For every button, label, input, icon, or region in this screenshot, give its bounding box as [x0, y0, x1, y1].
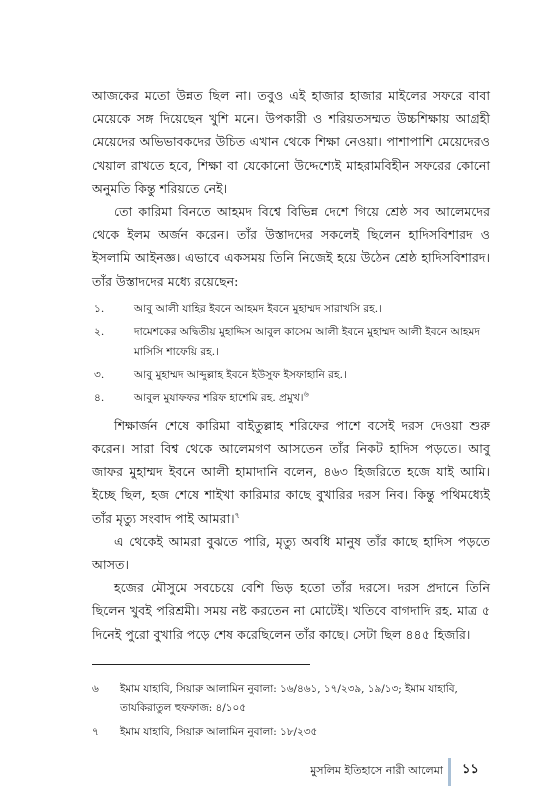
footnote-ref-6[interactable]: ৬	[303, 389, 309, 399]
page-number: ১১	[462, 762, 479, 777]
list-item	[92, 388, 490, 408]
list-text: আবু মুহাম্মদ আব্দুল্লাহ ইবনে ইউসুফ ইসফাহানি রহ.।	[134, 368, 347, 381]
body-text	[92, 84, 490, 646]
page-footer	[270, 760, 543, 782]
paragraph-2: তো কারিমা বিনতে আহমদ বিশ্বে বিভিন্ন দেশে গিয়ে শ্রেষ্ঠ সব আলেমদের থেকে ইলম অর্জন করেন। তাঁর উস্তাদদের সকলেই ছিলেন হাদিসবিশারদ ও ইসলামি আইনজ্ঞ। এভাবে একসময় তিনি নিজেই হয়ে উঠেন শ্রেষ্ঠ হাদিসবিশারদ। তাঁর উস্তাদদের মধ্যে রয়েছেন:	[92, 204, 490, 289]
list-number: ২.	[94, 325, 105, 338]
footnote-number: ৬	[92, 683, 99, 695]
paragraph-4: এ থেকেই আমরা বুঝতে পারি, মৃত্যু অবধি মানুষ তাঁর কাছে হাদিস পড়তে আসত।	[92, 533, 490, 573]
footnote-item	[92, 723, 490, 742]
list-item	[92, 299, 490, 319]
list-text: দামেশকের অদ্বিতীয় মুহাদ্দিস আবুল কাসেম আলী ইবনে মুহাম্মদ আলী ইবনে আহমদ মাসিসি শাফেয়ি রহ.।	[134, 325, 480, 358]
footnote-ref-7[interactable]: ৭	[234, 510, 240, 520]
footer-divider-bar	[448, 758, 451, 786]
teachers-list	[92, 299, 490, 408]
list-item	[92, 365, 490, 385]
footnote-number: ৭	[92, 726, 99, 739]
list-number: ৩.	[94, 368, 105, 381]
footnote-item	[92, 680, 490, 717]
paragraph-3	[92, 414, 490, 530]
list-text: আবু আলী যাহির ইবনে আহমদ ইবনে মুহাম্মদ সারাখসি রহ.।	[134, 302, 382, 315]
list-item	[92, 322, 490, 362]
paragraph-3-text: শিক্ষার্জন শেষে কারিমা বাইতুল্লাহ শরিফের পাশে বসেই দরস দেওয়া শুরু করেন। সারা বিশ্ব থেকে আলেমগণ আসতেন তাঁর নিকট হাদিস পড়তে। আবু জাফর মুহাম্মদ ইবনে আলী হামাদানি বলেন, ৪৬৩ হিজরিতে হজে যাই আমি। ইচ্ছে ছিল, হজ শেষে শাইখা কারিমার কাছে বুখারির দরস নিব। কিন্তু পথিমধ্যেই তাঁর মৃত্যু সংবাদ পাই আমরা।	[92, 417, 490, 526]
list-text	[134, 388, 490, 408]
footnote-text: ইমাম যাহাবি, সিয়ারু আলামিন নুবালা: ১৮/২৩৫	[120, 726, 318, 739]
footnotes	[92, 680, 490, 748]
running-title: মুসলিম ইতিহাসে নারী আলেমা	[310, 764, 443, 777]
footnote-divider	[92, 664, 310, 665]
footnote-text: ইমাম যাহাবি, সিয়ারু আলামিন নুবালা: ১৬/৪৬১, ১৭/২৩৯, ১৯/১৩; ইমাম যাহাবি, তাযকিরাতুল হুফফাজ: ৪/১০৫	[120, 683, 458, 714]
list-number: ৪.	[94, 391, 105, 404]
list-number: ১.	[94, 302, 105, 315]
list-text-content: আবুল মুযাফফর শরিফ হাশেমি রহ. প্রমুখ।	[134, 391, 304, 404]
paragraph-1: আজকের মতো উন্নত ছিল না। তবুও এই হাজার হাজার মাইলের সফরে বাবা মেয়েকে সঙ্গ দিয়েছেন খুশি মনে। উপকারী ও শরিয়তসম্মত উচ্চশিক্ষায় আগ্রহী মেয়েদের অভিভাবকদের উচিত এখান থেকে শিক্ষা নেওয়া। পাশাপাশি মেয়েদেরও খেয়াল রাখতে হবে, শিক্ষা বা যেকোনো উদ্দেশ্যেই মাহরামবিহীন সফরের কোনো অনুমতি কিন্তু শরিয়তে নেই।	[92, 88, 490, 196]
paragraph-5: হজের মৌসুমে সবচেয়ে বেশি ভিড় হতো তাঁর দরসে। দরস প্রদানে তিনি ছিলেন খুবই পরিশ্রমী। সময় নষ্ট করতেন না মোটেই। খতিবে বাগদাদি রহ. মাত্র ৫ দিনেই পুরো বুখারি পড়ে শেষ করেছিলেন তাঁর কাছে। সেটা ছিল ৪৪৫ হিজরি।	[92, 580, 490, 642]
